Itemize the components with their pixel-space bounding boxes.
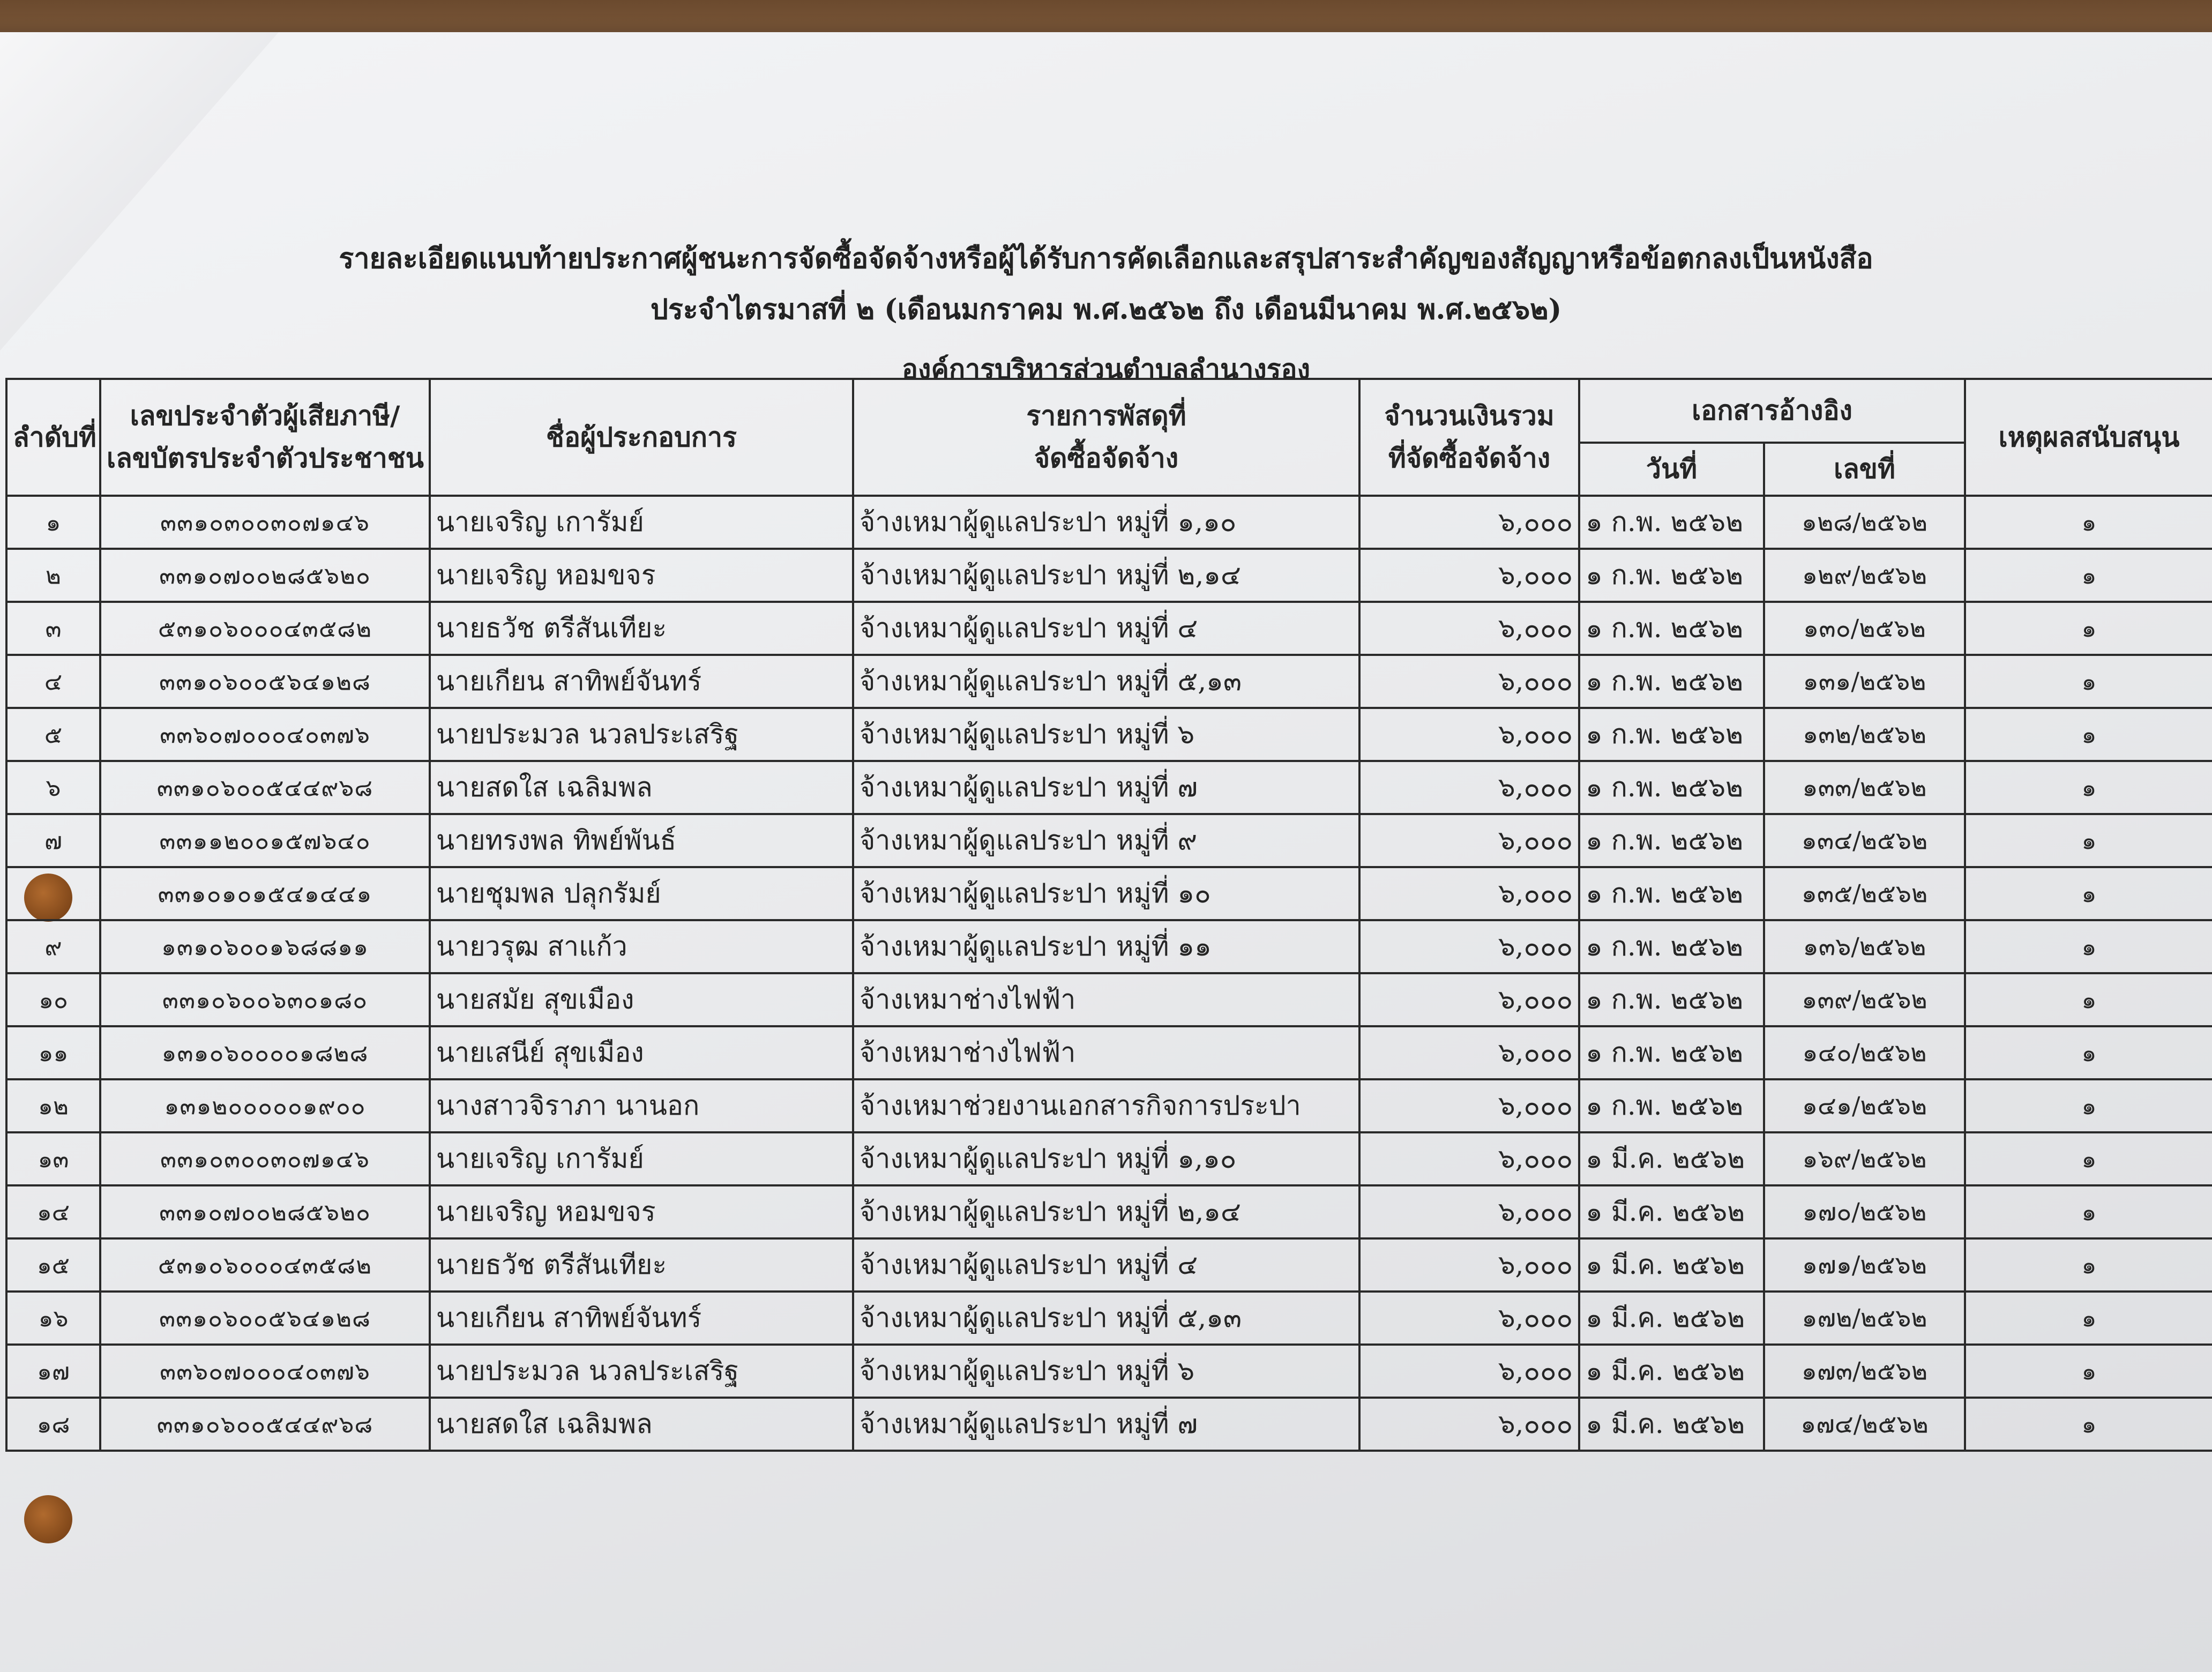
table-row — [6, 549, 2212, 602]
cell-ref-no: ๑๓๕/๒๕๖๒ — [1764, 867, 1965, 920]
cell-name: นายสมัย สุขเมือง — [430, 973, 853, 1026]
cell-ref-no: ๑๓๐/๒๕๖๒ — [1764, 602, 1965, 655]
col-header-ref-no: เลขที่ — [1764, 443, 1965, 496]
cell-item: จ้างเหมาช่างไฟฟ้า — [853, 973, 1359, 1026]
cell-reason: ๑ — [1965, 1345, 2212, 1398]
cell-reason: ๑ — [1965, 761, 2212, 814]
cell-item: จ้างเหมาผู้ดูแลประปา หมู่ที่ ๔ — [853, 1238, 1359, 1292]
table-row — [6, 1292, 2212, 1345]
cell-tax-id: ๓๓๖๐๗๐๐๐๔๐๓๗๖ — [100, 1345, 430, 1398]
cell-ref-no: ๑๗๔/๒๕๖๒ — [1764, 1398, 1965, 1451]
cell-amount: ๖,๐๐๐ — [1359, 1026, 1579, 1079]
cell-item: จ้างเหมาผู้ดูแลประปา หมู่ที่ ๑,๑๐ — [853, 496, 1359, 549]
cell-ref-no: ๑๓๒/๒๕๖๒ — [1764, 708, 1965, 761]
cell-no: ๑๖ — [6, 1292, 100, 1345]
cell-reason: ๑ — [1965, 655, 2212, 708]
cell-ref-no: ๑๒๘/๒๕๖๒ — [1764, 496, 1965, 549]
cell-tax-id: ๓๓๑๑๒๐๐๑๕๗๖๔๐ — [100, 814, 430, 867]
cell-tax-id: ๑๓๑๐๖๐๐๐๐๑๘๒๘ — [100, 1026, 430, 1079]
cell-tax-id: ๓๓๑๐๖๐๐๕๔๔๙๖๘ — [100, 761, 430, 814]
cell-reason: ๑ — [1965, 1398, 2212, 1451]
cell-no: ๑๑ — [6, 1026, 100, 1079]
cell-item: จ้างเหมาช่วยงานเอกสารกิจการประปา — [853, 1079, 1359, 1132]
table-row — [6, 1079, 2212, 1132]
table-row — [6, 708, 2212, 761]
cell-tax-id: ๓๓๑๐๖๐๐๕๖๔๑๒๘ — [100, 655, 430, 708]
cell-no: ๑๐ — [6, 973, 100, 1026]
cell-name: นายเจริญ หอมขจร — [430, 549, 853, 602]
cell-amount: ๖,๐๐๐ — [1359, 655, 1579, 708]
cell-reason: ๑ — [1965, 1026, 2212, 1079]
table-row — [6, 1238, 2212, 1292]
cell-date: ๑ มี.ค. ๒๕๖๒ — [1579, 1345, 1764, 1398]
cell-ref-no: ๑๓๙/๒๕๖๒ — [1764, 973, 1965, 1026]
cell-item: จ้างเหมาผู้ดูแลประปา หมู่ที่ ๗ — [853, 1398, 1359, 1451]
cell-ref-no: ๑๗๓/๒๕๖๒ — [1764, 1345, 1965, 1398]
table-row — [6, 1026, 2212, 1079]
cell-name: นายวรุฒ สาแก้ว — [430, 920, 853, 973]
cell-item: จ้างเหมาผู้ดูแลประปา หมู่ที่ ๕,๑๓ — [853, 1292, 1359, 1345]
cell-ref-no: ๑๖๙/๒๕๖๒ — [1764, 1132, 1965, 1185]
cell-no: ๑๗ — [6, 1345, 100, 1398]
cell-name: นายธวัช ตรีสันเทียะ — [430, 1238, 853, 1292]
procurement-table — [5, 378, 2212, 1452]
cell-name: นายชุมพล ปลุกรัมย์ — [430, 867, 853, 920]
cell-tax-id: ๓๓๖๐๗๐๐๐๔๐๓๗๖ — [100, 708, 430, 761]
punch-hole-icon — [24, 1495, 72, 1543]
col-header-amount: จำนวนเงินรวม ที่จัดซื้อจัดจ้าง — [1359, 379, 1579, 496]
cell-no: ๑๔ — [6, 1185, 100, 1238]
cell-tax-id: ๕๓๑๐๖๐๐๐๔๓๕๘๒ — [100, 1238, 430, 1292]
cell-reason: ๑ — [1965, 1132, 2212, 1185]
cell-no: ๑๒ — [6, 1079, 100, 1132]
cell-date: ๑ ก.พ. ๒๕๖๒ — [1579, 602, 1764, 655]
cell-reason: ๑ — [1965, 1185, 2212, 1238]
cell-reason: ๑ — [1965, 920, 2212, 973]
cell-no: ๙ — [6, 920, 100, 973]
cell-no: ๕ — [6, 708, 100, 761]
cell-amount: ๖,๐๐๐ — [1359, 549, 1579, 602]
cell-date: ๑ มี.ค. ๒๕๖๒ — [1579, 1238, 1764, 1292]
cell-date: ๑ มี.ค. ๒๕๖๒ — [1579, 1132, 1764, 1185]
cell-no: ๖ — [6, 761, 100, 814]
cell-amount: ๖,๐๐๐ — [1359, 708, 1579, 761]
cell-amount: ๖,๐๐๐ — [1359, 1185, 1579, 1238]
cell-amount: ๖,๐๐๐ — [1359, 1238, 1579, 1292]
cell-ref-no: ๑๗๐/๒๕๖๒ — [1764, 1185, 1965, 1238]
cell-tax-id: ๓๓๑๐๓๐๐๓๐๗๑๔๖ — [100, 1132, 430, 1185]
cell-reason: ๑ — [1965, 1292, 2212, 1345]
cell-name: นายสดใส เฉลิมพล — [430, 1398, 853, 1451]
cell-name: นายประมวล นวลประเสริฐ — [430, 708, 853, 761]
cell-name: นางสาวจิราภา นานอก — [430, 1079, 853, 1132]
cell-name: นายเกียน สาทิพย์จันทร์ — [430, 1292, 853, 1345]
col-header-ref-date: วันที่ — [1579, 443, 1764, 496]
cell-amount: ๖,๐๐๐ — [1359, 920, 1579, 973]
cell-reason: ๑ — [1965, 1238, 2212, 1292]
cell-ref-no: ๑๔๐/๒๕๖๒ — [1764, 1026, 1965, 1079]
cell-date: ๑ ก.พ. ๒๕๖๒ — [1579, 973, 1764, 1026]
table-row — [6, 920, 2212, 973]
cell-item: จ้างเหมาผู้ดูแลประปา หมู่ที่ ๔ — [853, 602, 1359, 655]
table-row — [6, 761, 2212, 814]
cell-item: จ้างเหมาผู้ดูแลประปา หมู่ที่ ๖ — [853, 708, 1359, 761]
cell-tax-id: ๓๓๑๐๖๐๐๕๔๔๙๖๘ — [100, 1398, 430, 1451]
cell-reason: ๑ — [1965, 708, 2212, 761]
cell-amount: ๖,๐๐๐ — [1359, 1292, 1579, 1345]
document-title-line2: ประจำไตรมาสที่ ๒ (เดือนมกราคม พ.ศ.๒๕๖๒ ถึง เดือนมีนาคม พ.ศ.๒๕๖๒) — [650, 293, 1562, 326]
cell-item: จ้างเหมาผู้ดูแลประปา หมู่ที่ ๒,๑๔ — [853, 1185, 1359, 1238]
table-row — [6, 655, 2212, 708]
cell-date: ๑ มี.ค. ๒๕๖๒ — [1579, 1398, 1764, 1451]
cell-tax-id: ๓๓๑๐๑๐๑๕๔๑๔๔๑ — [100, 867, 430, 920]
col-header-ref-doc: เอกสารอ้างอิง — [1579, 379, 1965, 443]
cell-item: จ้างเหมาผู้ดูแลประปา หมู่ที่ ๑๐ — [853, 867, 1359, 920]
cell-date: ๑ ก.พ. ๒๕๖๒ — [1579, 549, 1764, 602]
cell-reason: ๑ — [1965, 1079, 2212, 1132]
cell-name: นายเสนีย์ สุขเมือง — [430, 1026, 853, 1079]
cell-date: ๑ ก.พ. ๒๕๖๒ — [1579, 1026, 1764, 1079]
cell-name: นายเจริญ เการัมย์ — [430, 496, 853, 549]
cell-name: นายธวัช ตรีสันเทียะ — [430, 602, 853, 655]
cell-reason: ๑ — [1965, 814, 2212, 867]
cell-ref-no: ๑๓๑/๒๕๖๒ — [1764, 655, 1965, 708]
cell-amount: ๖,๐๐๐ — [1359, 814, 1579, 867]
cell-date: ๑ ก.พ. ๒๕๖๒ — [1579, 814, 1764, 867]
cell-date: ๑ ก.พ. ๒๕๖๒ — [1579, 761, 1764, 814]
col-header-reason: เหตุผลสนับสนุน — [1965, 379, 2212, 496]
cell-date: ๑ ก.พ. ๒๕๖๒ — [1579, 867, 1764, 920]
cell-name: นายสดใส เฉลิมพล — [430, 761, 853, 814]
cell-date: ๑ ก.พ. ๒๕๖๒ — [1579, 1079, 1764, 1132]
cell-name: นายเจริญ เการัมย์ — [430, 1132, 853, 1185]
table-row — [6, 1398, 2212, 1451]
cell-date: ๑ ก.พ. ๒๕๖๒ — [1579, 708, 1764, 761]
cell-reason: ๑ — [1965, 496, 2212, 549]
cell-amount: ๖,๐๐๐ — [1359, 1345, 1579, 1398]
cell-tax-id: ๓๓๑๐๓๐๐๓๐๗๑๔๖ — [100, 496, 430, 549]
cell-item: จ้างเหมาผู้ดูแลประปา หมู่ที่ ๒,๑๔ — [853, 549, 1359, 602]
cell-ref-no: ๑๗๑/๒๕๖๒ — [1764, 1238, 1965, 1292]
cell-amount: ๖,๐๐๐ — [1359, 761, 1579, 814]
cell-date: ๑ มี.ค. ๒๕๖๒ — [1579, 1185, 1764, 1238]
cell-amount: ๖,๐๐๐ — [1359, 973, 1579, 1026]
table-row — [6, 814, 2212, 867]
table-row — [6, 496, 2212, 549]
cell-ref-no: ๑๓๓/๒๕๖๒ — [1764, 761, 1965, 814]
cell-amount: ๖,๐๐๐ — [1359, 1079, 1579, 1132]
document-title-line1: รายละเอียดแนบท้ายประกาศผู้ชนะการจัดซื้อจัดจ้างหรือผู้ได้รับการคัดเลือกและสรุปสาระสำคัญของสัญญาหรือข้อตกลงเป็นหนังสือ — [339, 242, 1873, 275]
cell-amount: ๖,๐๐๐ — [1359, 1132, 1579, 1185]
table-row — [6, 1345, 2212, 1398]
cell-no: ๑๓ — [6, 1132, 100, 1185]
cell-no — [6, 867, 100, 920]
cell-no: ๓ — [6, 602, 100, 655]
cell-tax-id: ๓๓๑๐๖๐๐๕๖๔๑๒๘ — [100, 1292, 430, 1345]
cell-reason: ๑ — [1965, 549, 2212, 602]
cell-no: ๑ — [6, 496, 100, 549]
cell-reason: ๑ — [1965, 602, 2212, 655]
col-header-no: ลำดับที่ — [6, 379, 100, 496]
col-header-name: ชื่อผู้ประกอบการ — [430, 379, 853, 496]
cell-amount: ๖,๐๐๐ — [1359, 602, 1579, 655]
cell-date: ๑ ก.พ. ๒๕๖๒ — [1579, 496, 1764, 549]
cell-item: จ้างเหมาผู้ดูแลประปา หมู่ที่ ๑๑ — [853, 920, 1359, 973]
cell-ref-no: ๑๓๔/๒๕๖๒ — [1764, 814, 1965, 867]
cell-date: ๑ ก.พ. ๒๕๖๒ — [1579, 920, 1764, 973]
cell-ref-no: ๑๓๖/๒๕๖๒ — [1764, 920, 1965, 973]
cell-item: จ้างเหมาผู้ดูแลประปา หมู่ที่ ๖ — [853, 1345, 1359, 1398]
cell-no: ๑๕ — [6, 1238, 100, 1292]
table-row — [6, 602, 2212, 655]
cell-tax-id: ๑๓๑๐๖๐๐๑๖๘๘๑๑ — [100, 920, 430, 973]
cell-item: จ้างเหมาผู้ดูแลประปา หมู่ที่ ๑,๑๐ — [853, 1132, 1359, 1185]
cell-no: ๗ — [6, 814, 100, 867]
cell-date: ๑ มี.ค. ๒๕๖๒ — [1579, 1292, 1764, 1345]
cell-tax-id: ๓๓๑๐๗๐๐๒๘๕๖๒๐ — [100, 549, 430, 602]
cell-amount: ๖,๐๐๐ — [1359, 867, 1579, 920]
cell-name: นายทรงพล ทิพย์พันธ์ — [430, 814, 853, 867]
cell-no: ๑๘ — [6, 1398, 100, 1451]
document-title-line3: องค์การบริหารส่วนตำบลลำนางรอง — [902, 353, 1310, 385]
cell-tax-id: ๓๓๑๐๗๐๐๒๘๕๖๒๐ — [100, 1185, 430, 1238]
cell-reason: ๑ — [1965, 973, 2212, 1026]
cell-name: นายเกียน สาทิพย์จันทร์ — [430, 655, 853, 708]
cell-name: นายเจริญ หอมขจร — [430, 1185, 853, 1238]
cell-item: จ้างเหมาผู้ดูแลประปา หมู่ที่ ๕,๑๓ — [853, 655, 1359, 708]
cell-no: ๒ — [6, 549, 100, 602]
table-row — [6, 973, 2212, 1026]
cell-amount: ๖,๐๐๐ — [1359, 496, 1579, 549]
table-row — [6, 1132, 2212, 1185]
cell-name: นายประมวล นวลประเสริฐ — [430, 1345, 853, 1398]
cell-tax-id: ๑๓๑๒๐๐๐๐๐๑๙๐๐ — [100, 1079, 430, 1132]
table-row — [6, 867, 2212, 920]
cell-ref-no: ๑๗๒/๒๕๖๒ — [1764, 1292, 1965, 1345]
cell-tax-id: ๓๓๑๐๖๐๐๖๓๐๑๘๐ — [100, 973, 430, 1026]
cell-no: ๔ — [6, 655, 100, 708]
cell-amount: ๖,๐๐๐ — [1359, 1398, 1579, 1451]
cell-ref-no: ๑๒๙/๒๕๖๒ — [1764, 549, 1965, 602]
col-header-tax-id: เลขประจำตัวผู้เสียภาษี/ เลขบัตรประจำตัวประชาชน — [100, 379, 430, 496]
cell-date: ๑ ก.พ. ๒๕๖๒ — [1579, 655, 1764, 708]
col-header-item: รายการพัสดุที่ จัดซื้อจัดจ้าง — [853, 379, 1359, 496]
cell-item: จ้างเหมาผู้ดูแลประปา หมู่ที่ ๙ — [853, 814, 1359, 867]
table-row — [6, 1185, 2212, 1238]
cell-item: จ้างเหมาผู้ดูแลประปา หมู่ที่ ๗ — [853, 761, 1359, 814]
cell-ref-no: ๑๔๑/๒๕๖๒ — [1764, 1079, 1965, 1132]
cell-tax-id: ๕๓๑๐๖๐๐๐๔๓๕๘๒ — [100, 602, 430, 655]
cell-reason: ๑ — [1965, 867, 2212, 920]
cell-item: จ้างเหมาช่างไฟฟ้า — [853, 1026, 1359, 1079]
